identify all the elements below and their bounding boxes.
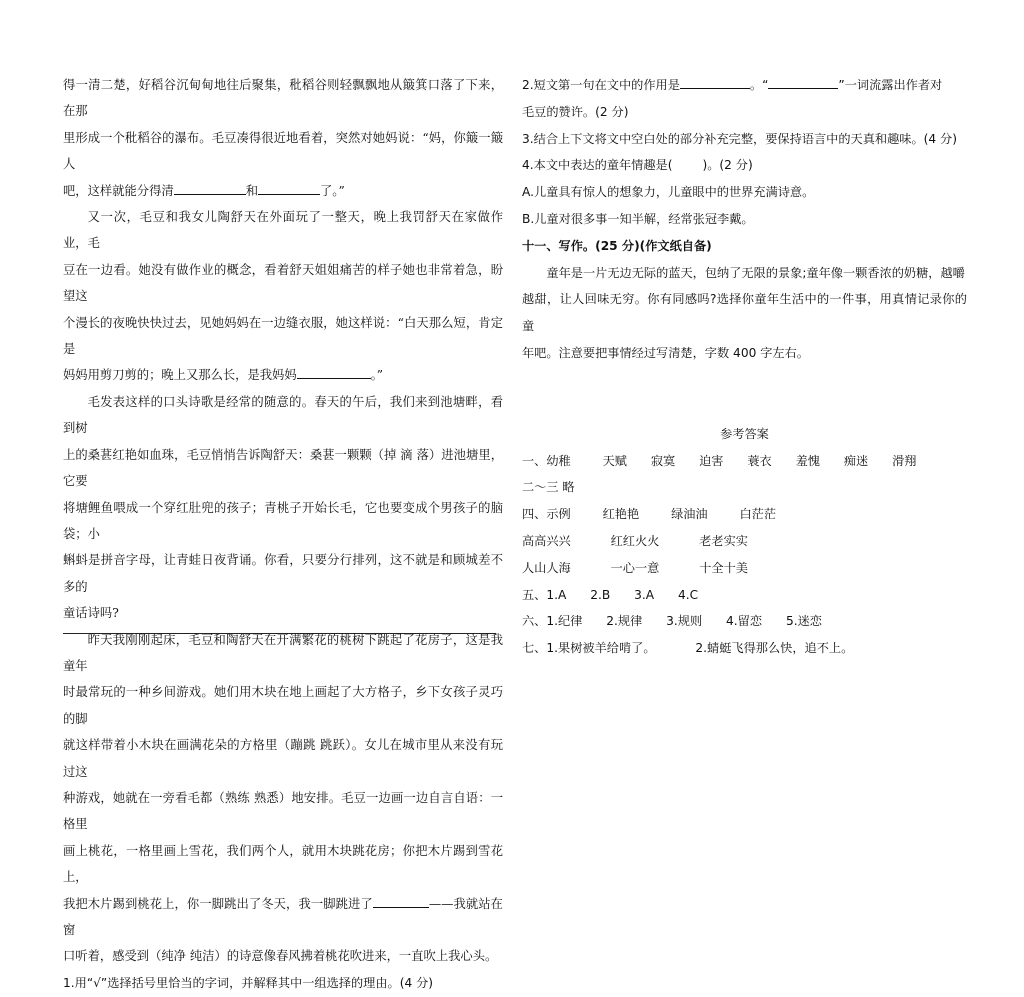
passage-paragraph-2 <box>63 204 503 389</box>
answer-section-4-line-3 <box>522 555 967 582</box>
answers-title: 参考答案 <box>720 426 769 441</box>
question-1: 1.用“√”选择括号里恰当的字词，并解释其中一组选择的理由。(4 分) <box>63 975 434 990</box>
answer-section-1 <box>522 448 967 475</box>
answer-item: 白茫茫 <box>739 507 777 522</box>
answer-section-7 <box>522 635 967 662</box>
answer-item: 寂寞 <box>650 453 676 468</box>
answer-item: 天赋 <box>602 453 627 468</box>
text-line: 时最常玩的一种乡间游戏。她们用木块在地上画起了大方格子，乡下女孩子灵巧的脚 <box>63 685 503 726</box>
passage-paragraph-1 <box>63 72 503 204</box>
text-line: 年吧。注意要把事情经过写清楚，字数 400 字左右。 <box>522 345 809 360</box>
answer-item: 一、幼稚 <box>522 453 571 468</box>
text-line: 蝌蚪是拼音字母，让青蛙日夜背诵。你看，只要分行排列，这不就是和顾城差不多的 <box>63 553 503 594</box>
text-line: 就这样带着小木块在画满花朵的方格里（蹦跳 跳跃）。女儿在城市里从来没有玩过这 <box>63 738 503 779</box>
fill-blank[interactable] <box>297 367 371 380</box>
answer-item: 4.留恋 <box>726 614 763 629</box>
question-4-option-a: A.儿童具有惊人的想象力，儿童眼中的世界充满诗意。 <box>522 185 815 200</box>
text-line: 和 <box>245 183 258 198</box>
text-line: 得一清二楚，好稻谷沉甸甸地往后聚集，秕稻谷则轻飘飘地从簸箕口落了下来，在那 <box>63 78 503 119</box>
answer-section-6 <box>522 608 967 635</box>
answer-item: 滑翔 <box>892 453 917 468</box>
answer-item: 2.B <box>590 587 611 602</box>
answer-item: 5.迷恋 <box>785 614 822 629</box>
left-column <box>63 72 503 997</box>
question-4-option-b: B.儿童对很多事一知半解，经常张冠李戴。 <box>522 211 754 226</box>
question-2-cont: 毛豆的赞许。(2 分) <box>522 104 629 119</box>
text-line: 童话诗吗? <box>63 606 119 621</box>
answer-item: 羞愧 <box>795 453 820 468</box>
fill-blank[interactable] <box>768 76 838 89</box>
answer-item: 十全十美 <box>699 560 748 575</box>
answer-item: 一心一意 <box>610 560 660 575</box>
answer-section-2: 二～三 略 <box>522 480 575 495</box>
text-line: 里形成一个秕稻谷的瀑布。毛豆凑得很近地看着，突然对她妈说：“妈，你簸一簸人 <box>63 130 503 172</box>
question-4 <box>522 152 967 179</box>
answer-item: 四、示例 <box>522 507 571 522</box>
text-line: 将塘鲤鱼喂成一个穿红肚兜的孩子；青桃子开始长毛，它也要变成个男孩子的脑袋；小 <box>63 500 503 541</box>
answer-item: 3.A <box>634 587 655 602</box>
answer-item: 高高兴兴 <box>522 533 571 548</box>
fill-blank[interactable] <box>373 895 429 908</box>
answer-item: 2.蜻蜓飞得那么快，追不上。 <box>695 641 854 656</box>
text-line: 了。” <box>320 183 345 198</box>
text-line: ——我就站在窗 <box>63 896 503 937</box>
writing-section-title: 十一、写作。(25 分)(作文纸自备) <box>522 238 712 253</box>
answer-item: 蓑衣 <box>747 453 772 468</box>
answer-item: 红红火火 <box>610 533 660 548</box>
text-line: 个漫长的夜晚快快过去，见她妈妈在一边缝衣服，她这样说：“白天那么短，肯定是 <box>63 315 503 357</box>
text-line: 昨天我刚刚起床，毛豆和陶舒天在开满繁花的桃树下跳起了花房子，这是我童年 <box>63 632 503 673</box>
answer-item: 痴迷 <box>843 453 869 468</box>
text-line: 上的桑葚红艳如血珠，毛豆悄悄告诉陶舒天：桑葚一颗颗（掉 滴 落）进池塘里，它要 <box>63 447 503 489</box>
text-line: 越甜，让人回味无穷。你有同感吗?选择你童年生活中的一件事，用真情记录你的童 <box>522 292 967 334</box>
answer-item: 六、1.纪律 <box>522 614 583 629</box>
right-column <box>522 72 967 662</box>
passage-paragraph-3 <box>63 389 503 627</box>
passage-paragraph-4 <box>63 627 503 970</box>
q2-text: 2.短文第一句在文中的作用是 <box>522 78 680 92</box>
text-line: 童年是一片无边无际的蓝天，包纳了无限的景象;童年像一颗香浓的奶糖，越嚼 <box>546 265 965 280</box>
answer-item: 红艳艳 <box>602 507 640 522</box>
text-line: 口听着，感受到（纯净 纯洁）的诗意像春风拂着桃花吹进来，一直吹上我心头。 <box>63 949 498 964</box>
answer-line[interactable] <box>63 633 496 634</box>
text-line: 又一次，毛豆和我女儿陶舒天在外面玩了一整天，晚上我罚舒天在家做作业，毛 <box>63 210 503 251</box>
answer-item: 3.规则 <box>666 614 703 629</box>
fill-blank[interactable] <box>258 182 320 195</box>
text-line: 。” <box>370 368 384 383</box>
answer-item: 七、1.果树被羊给啃了。 <box>522 641 656 656</box>
q2-text: ”一词流露出作者对 <box>838 78 943 92</box>
answer-item: 2.规律 <box>606 614 643 629</box>
text-line: 吧，这样就能分得清 <box>63 183 174 198</box>
answer-section-5 <box>522 582 967 609</box>
text-line: 画上桃花，一格里画上雪花，我们两个人，就用木块跳花房；你把木片踢到雪花上， <box>63 843 503 885</box>
question-2 <box>522 72 967 99</box>
answer-item: 绿油油 <box>671 507 708 522</box>
text-line: 毛发表这样的口头诗歌是经常的随意的。春天的午后，我们来到池塘畔，看到树 <box>63 394 503 436</box>
writing-prompt <box>522 260 967 367</box>
q4-text: 4.本文中表达的童年情趣是( <box>522 158 673 173</box>
answer-section-4-line-2 <box>522 528 967 555</box>
answer-item: 4.C <box>677 587 699 602</box>
answer-item: 人山人海 <box>522 560 571 575</box>
text-line: 豆在一边看。她没有做作业的概念，看着舒天姐姐痛苦的样子她也非常着急，盼望这 <box>63 262 503 304</box>
answer-item: 迫害 <box>699 453 724 468</box>
text-line: 我把木片踢到桃花上，你一脚跳出了冬天，我一脚跳进了 <box>63 896 373 911</box>
text-line: 妈妈用剪刀剪的；晚上又那么长，是我妈妈 <box>63 368 297 383</box>
answer-item: 五、1.A <box>522 587 567 602</box>
q2-text: 。“ <box>749 78 769 92</box>
answer-section-4 <box>522 501 967 528</box>
fill-blank[interactable] <box>174 182 246 195</box>
text-line: 种游戏，她就在一旁看毛都（熟练 熟悉）地安排。毛豆一边画一边自言自语：一格里 <box>63 790 503 832</box>
q4-text: )。(2 分) <box>702 158 753 173</box>
fill-blank[interactable] <box>680 76 750 89</box>
answer-item: 老老实实 <box>699 533 748 548</box>
question-3: 3.结合上下文将文中空白处的部分补充完整，要保持语言中的天真和趣味。(4 分) <box>522 131 957 146</box>
